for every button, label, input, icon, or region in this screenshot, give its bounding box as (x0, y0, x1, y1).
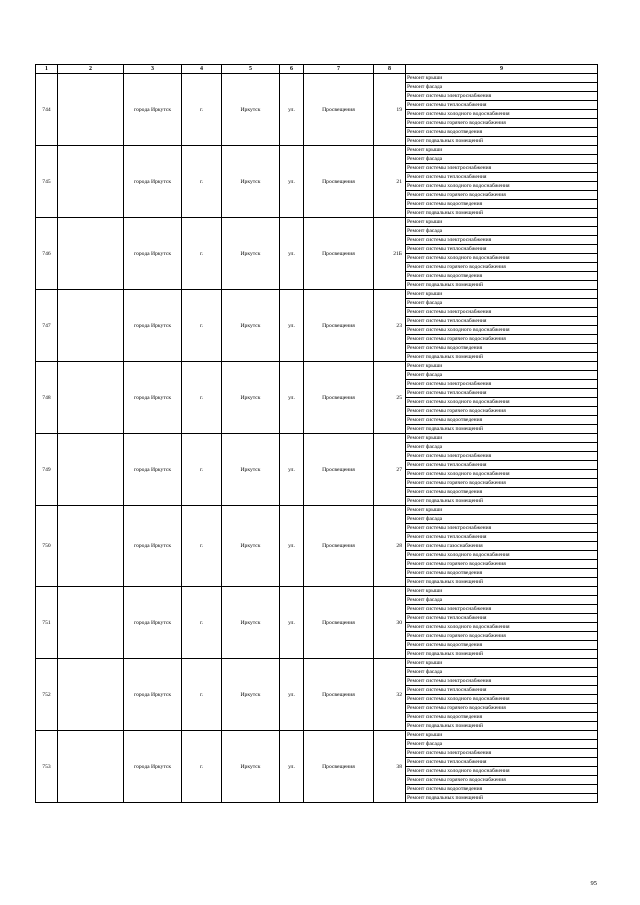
column-header: 6 (280, 65, 304, 74)
cell-work-type: Ремонт системы горячего водоснабжения (406, 776, 598, 785)
cell-empty (58, 362, 124, 434)
cell-work-type: Ремонт системы холодного водоснабжения (406, 254, 598, 263)
cell-street-type: ул. (280, 74, 304, 146)
cell-work-type: Ремонт системы водоотведения (406, 641, 598, 650)
cell-street: Просвещения (304, 506, 374, 587)
cell-work-type: Ремонт крыши (406, 218, 598, 227)
cell-street: Просвещения (304, 218, 374, 290)
cell-work-type: Ремонт крыши (406, 659, 598, 668)
cell-empty (58, 506, 124, 587)
cell-work-type: Ремонт подвальных помещений (406, 137, 598, 146)
repair-program-table (35, 64, 598, 803)
cell-empty (58, 146, 124, 218)
cell-empty (58, 218, 124, 290)
cell-work-type: Ремонт крыши (406, 290, 598, 299)
cell-work-type: Ремонт системы электроснабжения (406, 308, 598, 317)
cell-work-type: Ремонт фасада (406, 515, 598, 524)
cell-municipality: города Иркутск (124, 362, 182, 434)
table-row (36, 659, 598, 668)
cell-work-type: Ремонт системы водоотведения (406, 416, 598, 425)
table-row (36, 731, 598, 740)
cell-work-type: Ремонт системы теплоснабжения (406, 461, 598, 470)
table-row (36, 290, 598, 299)
cell-municipality: города Иркутск (124, 218, 182, 290)
cell-empty (58, 290, 124, 362)
cell-municipality: города Иркутск (124, 146, 182, 218)
cell-number: 750 (36, 506, 58, 587)
cell-settlement: Иркутск (222, 290, 280, 362)
cell-work-type: Ремонт подвальных помещений (406, 353, 598, 362)
table-row (36, 506, 598, 515)
cell-number: 751 (36, 587, 58, 659)
column-header: 4 (182, 65, 222, 74)
cell-settlement-type: г. (182, 659, 222, 731)
header-row (36, 65, 598, 74)
cell-number: 746 (36, 218, 58, 290)
cell-work-type: Ремонт системы теплоснабжения (406, 389, 598, 398)
cell-settlement: Иркутск (222, 434, 280, 506)
cell-house: 23 (374, 290, 406, 362)
cell-work-type: Ремонт системы электроснабжения (406, 677, 598, 686)
cell-street-type: ул. (280, 218, 304, 290)
cell-work-type: Ремонт системы электроснабжения (406, 380, 598, 389)
cell-number: 752 (36, 659, 58, 731)
cell-work-type: Ремонт системы холодного водоснабжения (406, 623, 598, 632)
cell-work-type: Ремонт крыши (406, 506, 598, 515)
cell-municipality: города Иркутск (124, 290, 182, 362)
column-header: 5 (222, 65, 280, 74)
cell-work-type: Ремонт системы электроснабжения (406, 164, 598, 173)
cell-work-type: Ремонт системы горячего водоснабжения (406, 263, 598, 272)
column-header: 1 (36, 65, 58, 74)
cell-work-type: Ремонт крыши (406, 587, 598, 596)
cell-work-type: Ремонт крыши (406, 731, 598, 740)
table-row (36, 218, 598, 227)
cell-work-type: Ремонт системы горячего водоснабжения (406, 119, 598, 128)
table-row (36, 434, 598, 443)
cell-street: Просвещения (304, 146, 374, 218)
cell-settlement-type: г. (182, 218, 222, 290)
cell-work-type: Ремонт фасада (406, 371, 598, 380)
cell-work-type: Ремонт фасада (406, 740, 598, 749)
cell-house: 25 (374, 362, 406, 434)
cell-house: 27 (374, 434, 406, 506)
table-row (36, 362, 598, 371)
cell-settlement-type: г. (182, 362, 222, 434)
column-header: 3 (124, 65, 182, 74)
cell-work-type: Ремонт системы теплоснабжения (406, 533, 598, 542)
cell-work-type: Ремонт системы газоснабжения (406, 542, 598, 551)
cell-house: 28 (374, 506, 406, 587)
cell-settlement-type: г. (182, 74, 222, 146)
cell-work-type: Ремонт подвальных помещений (406, 209, 598, 218)
cell-municipality: города Иркутск (124, 587, 182, 659)
cell-number: 744 (36, 74, 58, 146)
cell-empty (58, 659, 124, 731)
cell-work-type: Ремонт системы горячего водоснабжения (406, 632, 598, 641)
cell-work-type: Ремонт системы водоотведения (406, 272, 598, 281)
cell-street-type: ул. (280, 434, 304, 506)
cell-work-type: Ремонт системы электроснабжения (406, 92, 598, 101)
table-body (36, 74, 598, 803)
cell-street: Просвещения (304, 731, 374, 803)
cell-work-type: Ремонт подвальных помещений (406, 497, 598, 506)
cell-street: Просвещения (304, 434, 374, 506)
column-header: 8 (374, 65, 406, 74)
cell-work-type: Ремонт подвальных помещений (406, 650, 598, 659)
cell-work-type: Ремонт фасада (406, 227, 598, 236)
cell-work-type: Ремонт системы холодного водоснабжения (406, 551, 598, 560)
cell-work-type: Ремонт фасада (406, 668, 598, 677)
cell-settlement: Иркутск (222, 659, 280, 731)
document-page (35, 64, 597, 803)
cell-street-type: ул. (280, 146, 304, 218)
cell-work-type: Ремонт крыши (406, 434, 598, 443)
table-row (36, 146, 598, 155)
column-header: 9 (406, 65, 598, 74)
cell-street: Просвещения (304, 362, 374, 434)
cell-work-type: Ремонт системы электроснабжения (406, 605, 598, 614)
column-header: 7 (304, 65, 374, 74)
cell-work-type: Ремонт системы водоотведения (406, 713, 598, 722)
cell-work-type: Ремонт системы горячего водоснабжения (406, 479, 598, 488)
cell-house: 21Б (374, 218, 406, 290)
cell-house: 32 (374, 659, 406, 731)
cell-work-type: Ремонт системы холодного водоснабжения (406, 326, 598, 335)
cell-work-type: Ремонт системы водоотведения (406, 488, 598, 497)
cell-settlement-type: г. (182, 290, 222, 362)
cell-number: 753 (36, 731, 58, 803)
cell-settlement: Иркутск (222, 218, 280, 290)
page-number: 95 (590, 880, 597, 887)
cell-settlement-type: г. (182, 434, 222, 506)
cell-empty (58, 731, 124, 803)
cell-work-type: Ремонт системы теплоснабжения (406, 245, 598, 254)
cell-work-type: Ремонт системы горячего водоснабжения (406, 191, 598, 200)
cell-work-type: Ремонт системы холодного водоснабжения (406, 182, 598, 191)
cell-work-type: Ремонт системы горячего водоснабжения (406, 704, 598, 713)
cell-work-type: Ремонт системы горячего водоснабжения (406, 407, 598, 416)
cell-street: Просвещения (304, 659, 374, 731)
cell-work-type: Ремонт системы водоотведения (406, 569, 598, 578)
cell-settlement: Иркутск (222, 146, 280, 218)
cell-work-type: Ремонт системы горячего водоснабжения (406, 335, 598, 344)
cell-work-type: Ремонт системы холодного водоснабжения (406, 398, 598, 407)
cell-work-type: Ремонт фасада (406, 596, 598, 605)
cell-work-type: Ремонт системы горячего водоснабжения (406, 560, 598, 569)
cell-street: Просвещения (304, 74, 374, 146)
cell-street-type: ул. (280, 731, 304, 803)
cell-number: 749 (36, 434, 58, 506)
table-row (36, 74, 598, 83)
cell-settlement: Иркутск (222, 731, 280, 803)
cell-work-type: Ремонт системы водоотведения (406, 200, 598, 209)
cell-empty (58, 74, 124, 146)
cell-work-type: Ремонт фасада (406, 83, 598, 92)
column-header: 2 (58, 65, 124, 74)
cell-work-type: Ремонт системы электроснабжения (406, 452, 598, 461)
cell-street-type: ул. (280, 506, 304, 587)
cell-municipality: города Иркутск (124, 74, 182, 146)
cell-work-type: Ремонт системы холодного водоснабжения (406, 110, 598, 119)
cell-work-type: Ремонт фасада (406, 299, 598, 308)
cell-settlement: Иркутск (222, 506, 280, 587)
cell-work-type: Ремонт системы теплоснабжения (406, 686, 598, 695)
cell-settlement-type: г. (182, 587, 222, 659)
cell-work-type: Ремонт системы теплоснабжения (406, 173, 598, 182)
cell-street-type: ул. (280, 659, 304, 731)
cell-work-type: Ремонт фасада (406, 443, 598, 452)
cell-street-type: ул. (280, 290, 304, 362)
cell-work-type: Ремонт системы теплоснабжения (406, 758, 598, 767)
cell-work-type: Ремонт подвальных помещений (406, 425, 598, 434)
cell-empty (58, 587, 124, 659)
cell-work-type: Ремонт системы холодного водоснабжения (406, 767, 598, 776)
cell-settlement: Иркутск (222, 74, 280, 146)
cell-municipality: города Иркутск (124, 506, 182, 587)
cell-work-type: Ремонт системы электроснабжения (406, 749, 598, 758)
cell-municipality: города Иркутск (124, 659, 182, 731)
cell-work-type: Ремонт системы водоотведения (406, 785, 598, 794)
cell-work-type: Ремонт системы водоотведения (406, 344, 598, 353)
cell-municipality: города Иркутск (124, 434, 182, 506)
cell-house: 30 (374, 587, 406, 659)
cell-settlement-type: г. (182, 731, 222, 803)
cell-settlement: Иркутск (222, 362, 280, 434)
cell-settlement: Иркутск (222, 587, 280, 659)
cell-municipality: города Иркутск (124, 731, 182, 803)
cell-settlement-type: г. (182, 506, 222, 587)
cell-work-type: Ремонт подвальных помещений (406, 578, 598, 587)
cell-settlement-type: г. (182, 146, 222, 218)
cell-work-type: Ремонт фасада (406, 155, 598, 164)
cell-number: 748 (36, 362, 58, 434)
cell-street-type: ул. (280, 587, 304, 659)
cell-work-type: Ремонт крыши (406, 362, 598, 371)
cell-work-type: Ремонт системы водоотведения (406, 128, 598, 137)
cell-work-type: Ремонт подвальных помещений (406, 281, 598, 290)
cell-house: 21 (374, 146, 406, 218)
cell-work-type: Ремонт системы теплоснабжения (406, 101, 598, 110)
cell-number: 745 (36, 146, 58, 218)
cell-work-type: Ремонт подвальных помещений (406, 794, 598, 803)
cell-work-type: Ремонт системы теплоснабжения (406, 614, 598, 623)
cell-work-type: Ремонт крыши (406, 146, 598, 155)
cell-empty (58, 434, 124, 506)
cell-work-type: Ремонт системы электроснабжения (406, 236, 598, 245)
cell-street: Просвещения (304, 290, 374, 362)
cell-work-type: Ремонт подвальных помещений (406, 722, 598, 731)
cell-house: 19 (374, 74, 406, 146)
cell-number: 747 (36, 290, 58, 362)
cell-work-type: Ремонт системы теплоснабжения (406, 317, 598, 326)
cell-work-type: Ремонт крыши (406, 74, 598, 83)
table-row (36, 587, 598, 596)
cell-work-type: Ремонт системы холодного водоснабжения (406, 695, 598, 704)
cell-work-type: Ремонт системы электроснабжения (406, 524, 598, 533)
cell-house: 38 (374, 731, 406, 803)
cell-street-type: ул. (280, 362, 304, 434)
cell-street: Просвещения (304, 587, 374, 659)
cell-work-type: Ремонт системы холодного водоснабжения (406, 470, 598, 479)
